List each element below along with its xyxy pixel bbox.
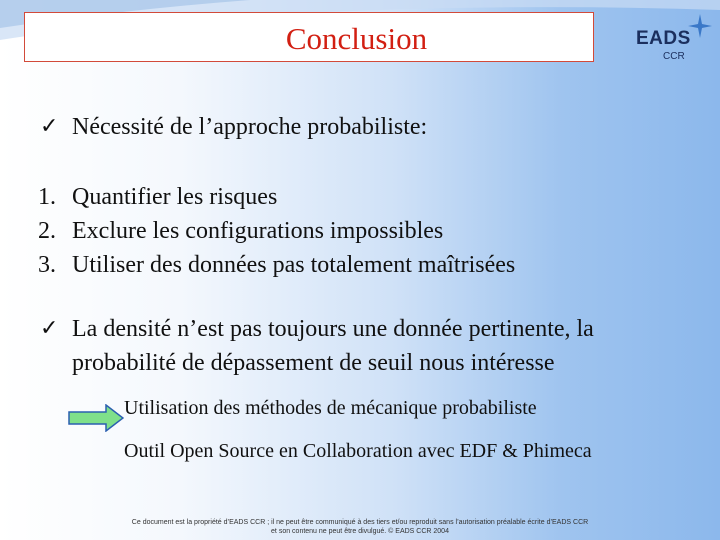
- bullet-density-line2: probabilité de dépassement de seuil nous intéresse: [72, 350, 555, 376]
- bullet-approach: Nécessité de l’approche probabiliste:: [72, 114, 428, 140]
- right-arrow-icon: [68, 404, 124, 432]
- bullet-density-line1: La densité n’est pas toujours une donnée pertinente, la: [72, 316, 594, 342]
- list-item-2: Exclure les configurations impossibles: [72, 218, 444, 244]
- list-number-3: 3.: [38, 252, 56, 278]
- list-number-2: 2.: [38, 218, 56, 244]
- logo-brand: EADS: [636, 28, 691, 49]
- star-icon: [688, 14, 712, 38]
- list-item-1: Quantifier les risques: [72, 184, 278, 210]
- check-icon: ✓: [40, 316, 59, 341]
- slide-title: Conclusion: [285, 21, 428, 56]
- eads-ccr-logo: [630, 14, 712, 64]
- logo-sub: CCR: [663, 51, 685, 62]
- title-box: [24, 12, 594, 62]
- footer-line-2: et son contenu ne peut être divulgué. © EADS CCR 2004: [271, 528, 449, 535]
- footer-copyright: [0, 518, 720, 536]
- sub-item-open-source: Outil Open Source en Collaboration avec EDF & Phimeca: [124, 440, 592, 462]
- list-number-1: 1.: [38, 184, 56, 210]
- sub-item-methods: Utilisation des méthodes de mécanique probabiliste: [124, 397, 537, 419]
- footer-line-1: Ce document est la propriété d’EADS CCR ; il ne peut être communiqué à des tiers et/ou reproduit sans l’autorisation préalable écrite d’EADS CCR: [131, 519, 589, 526]
- check-icon: ✓: [40, 114, 59, 139]
- list-item-3: Utiliser des données pas totalement maîtrisées: [72, 252, 516, 278]
